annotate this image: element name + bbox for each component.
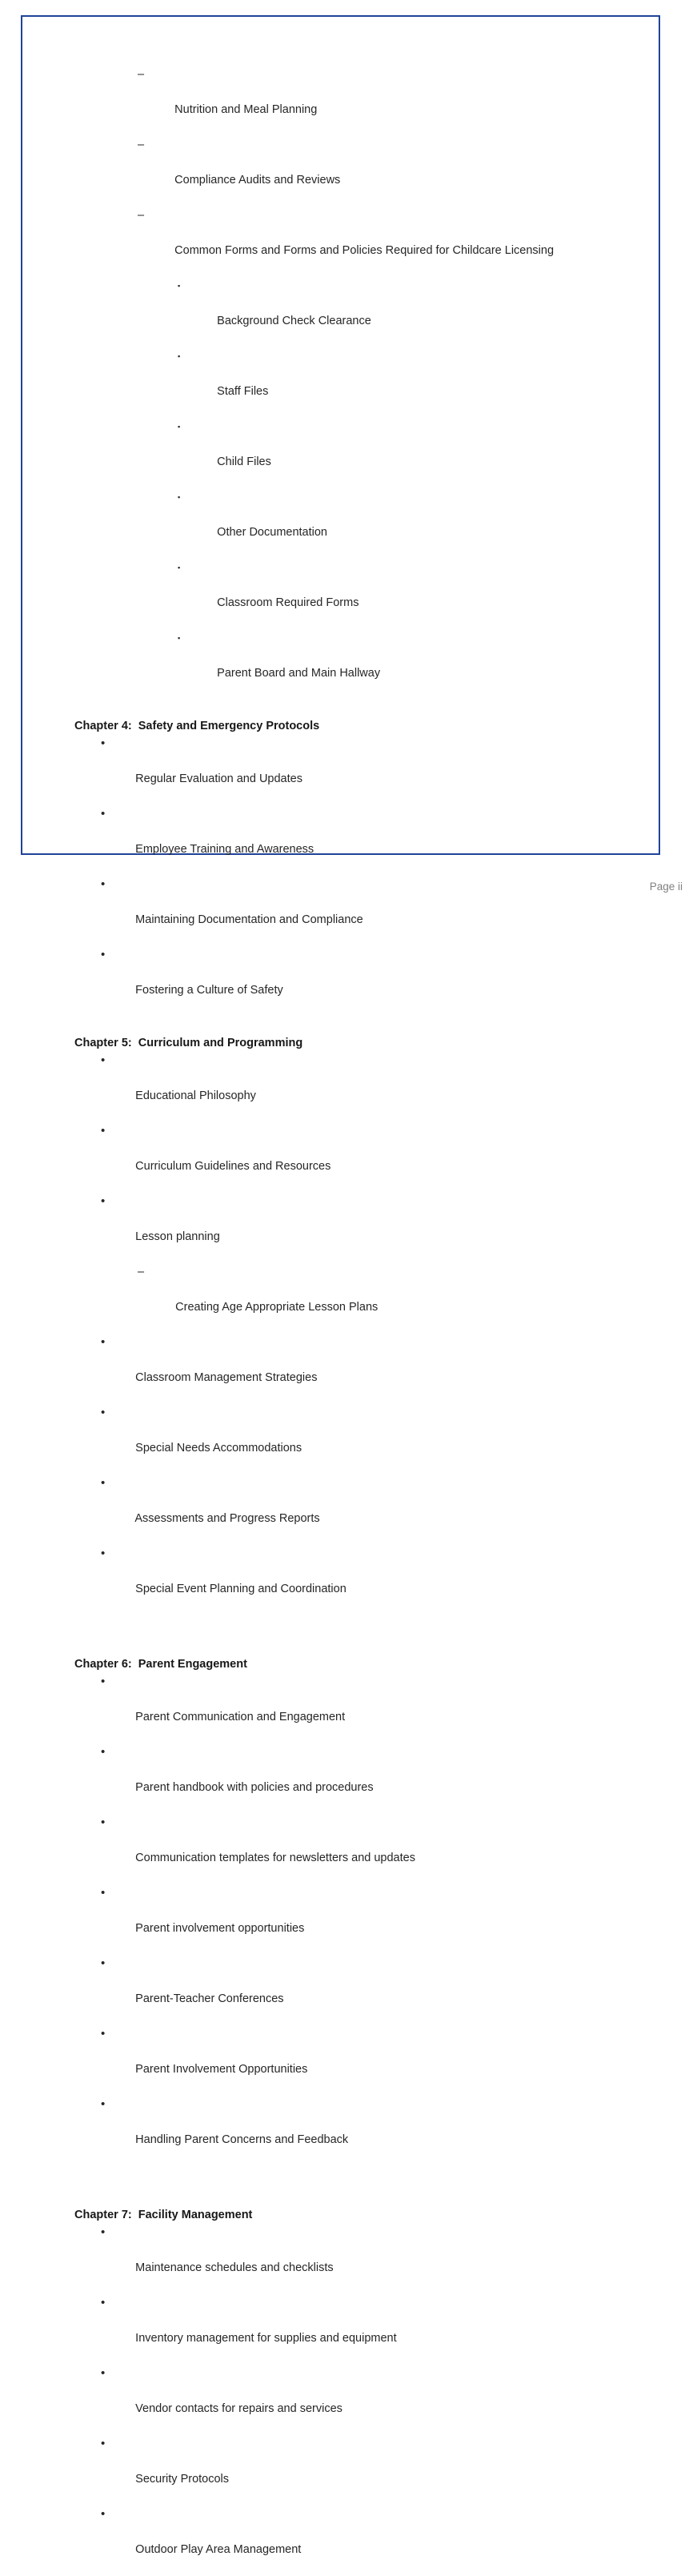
list-item-label: Handling Parent Concerns and Feedback — [135, 2133, 349, 2146]
dash-marker-icon: – — [138, 138, 145, 151]
bullet-marker-icon: • — [101, 2225, 106, 2239]
square-marker-icon: ▪ — [178, 423, 181, 431]
list-item — [74, 207, 635, 277]
bullet-marker-icon: • — [101, 1124, 106, 1138]
list-item-label: Common Forms and Forms and Policies Required for Childcare Licensing — [174, 244, 555, 257]
list-item-label: Special Event Planning and Coordination — [135, 1583, 347, 1595]
bullet-marker-icon: • — [101, 1406, 106, 1419]
list-item — [74, 136, 635, 207]
list-item-label: Vendor contacts for repairs and services — [135, 2402, 342, 2415]
bullet-marker-icon: • — [101, 1745, 106, 1759]
section-spacer — [74, 1615, 635, 1655]
list-item-label: Parent Communication and Engagement — [135, 1711, 346, 1723]
list-item — [74, 629, 635, 700]
list-item-label: Security Protocols — [135, 2473, 230, 2486]
bullet-marker-icon: • — [101, 2366, 106, 2380]
list-item-label: Regular Evaluation and Updates — [135, 772, 302, 785]
list-item-label: Educational Philosophy — [135, 1089, 256, 1102]
list-item — [74, 2506, 635, 2576]
list-item — [74, 1955, 635, 2025]
list-item-label: Assessments and Progress Reports — [134, 1512, 320, 1525]
bullet-marker-icon: • — [101, 2027, 106, 2040]
chapter-heading: Chapter 4: Safety and Emergency Protocols — [74, 720, 320, 732]
list-item-label: Classroom Required Forms — [217, 596, 359, 609]
list-item-label: Compliance Audits and Reviews — [174, 174, 341, 187]
list-item-label: Nutrition and Meal Planning — [174, 103, 318, 116]
chapter-heading: Chapter 5: Curriculum and Programming — [74, 1037, 303, 1049]
list-item — [74, 2365, 635, 2435]
list-item — [74, 2294, 635, 2365]
list-item — [74, 277, 635, 347]
page-footer: Page ii — [649, 881, 683, 893]
list-item-label: Parent involvement opportunities — [135, 1922, 305, 1935]
document-content — [74, 66, 683, 2576]
section-spacer — [74, 1017, 635, 1034]
list-item-label: Other Documentation — [217, 526, 327, 539]
square-marker-icon: ▪ — [178, 493, 181, 501]
list-item — [74, 1122, 635, 1193]
dash-marker-icon: – — [138, 68, 145, 81]
list-item — [74, 488, 635, 559]
list-item — [74, 1475, 635, 1545]
list-item — [74, 2096, 635, 2166]
list-item-label: Lesson planning — [135, 1230, 220, 1243]
bullet-marker-icon: • — [101, 948, 106, 961]
section-spacer — [74, 2166, 635, 2206]
bullet-marker-icon: • — [101, 2507, 106, 2521]
bullet-marker-icon: • — [101, 1194, 106, 1208]
bullet-marker-icon: • — [101, 877, 106, 891]
list-item — [74, 1545, 635, 1615]
list-item — [74, 2025, 635, 2096]
list-item — [74, 1263, 635, 1334]
bullet-marker-icon: • — [101, 1816, 106, 1829]
list-item — [74, 66, 635, 136]
bullet-marker-icon: • — [101, 1886, 106, 1900]
list-item — [74, 559, 635, 629]
bullet-marker-icon: • — [101, 1476, 106, 1490]
list-item-label: Fostering a Culture of Safety — [135, 984, 283, 997]
bullet-marker-icon: • — [101, 2437, 106, 2450]
chapter-heading: Chapter 7: Facility Management — [74, 2209, 253, 2221]
bullet-marker-icon: • — [101, 736, 106, 750]
dash-marker-icon: – — [138, 1266, 145, 1278]
list-item-label: Creating Age Appropriate Lesson Plans — [175, 1301, 379, 1314]
list-item-label: Child Files — [217, 455, 271, 468]
list-item-label: Background Check Clearance — [217, 315, 371, 327]
list-item-label: Employee Training and Awareness — [135, 843, 314, 856]
list-item-label: Parent-Teacher Conferences — [135, 1992, 284, 2005]
list-item-label: Staff Files — [217, 385, 269, 398]
list-item — [74, 418, 635, 488]
section-spacer — [74, 700, 635, 717]
list-item — [74, 1193, 635, 1263]
chapter-heading: Chapter 6: Parent Engagement — [74, 1658, 247, 1671]
square-marker-icon: ▪ — [178, 282, 181, 290]
list-item-label: Parent handbook with policies and procedures — [135, 1781, 374, 1794]
list-item — [74, 1404, 635, 1475]
list-item — [74, 1814, 635, 1884]
square-marker-icon: ▪ — [178, 634, 181, 642]
list-item — [74, 347, 635, 418]
square-marker-icon: ▪ — [178, 352, 181, 360]
bullet-marker-icon: • — [101, 1053, 106, 1067]
list-item — [74, 805, 635, 876]
list-item-label: Outdoor Play Area Management — [135, 2543, 302, 2556]
list-item-label: Special Needs Accommodations — [135, 1442, 302, 1455]
list-item — [74, 735, 635, 805]
list-item — [74, 946, 635, 1017]
list-item — [74, 1334, 635, 1404]
list-item-label: Inventory management for supplies and equipment — [135, 2332, 397, 2345]
list-item — [74, 2224, 635, 2294]
list-item-label: Maintenance schedules and checklists — [135, 2261, 334, 2274]
list-item-label: Maintaining Documentation and Compliance — [135, 913, 363, 926]
list-item-label: Parent Board and Main Hallway — [217, 667, 381, 680]
list-item — [74, 1673, 635, 1743]
bullet-marker-icon: • — [101, 2296, 106, 2309]
bullet-marker-icon: • — [101, 1675, 106, 1688]
list-item-label: Communication templates for newsletters and updates — [135, 1852, 415, 1864]
list-item-label: Parent Involvement Opportunities — [135, 2063, 308, 2076]
bullet-marker-icon: • — [101, 2097, 106, 2111]
list-item-label: Curriculum Guidelines and Resources — [135, 1160, 331, 1173]
list-item — [74, 1884, 635, 1955]
bullet-marker-icon: • — [101, 807, 106, 821]
dash-marker-icon: – — [138, 209, 145, 222]
list-item — [74, 1052, 635, 1122]
list-item — [74, 2435, 635, 2506]
bullet-marker-icon: • — [101, 1956, 106, 1970]
bullet-marker-icon: • — [101, 1335, 106, 1349]
square-marker-icon: ▪ — [178, 564, 181, 572]
bullet-marker-icon: • — [101, 1547, 106, 1560]
list-item — [74, 1743, 635, 1814]
list-item-label: Classroom Management Strategies — [135, 1371, 318, 1384]
